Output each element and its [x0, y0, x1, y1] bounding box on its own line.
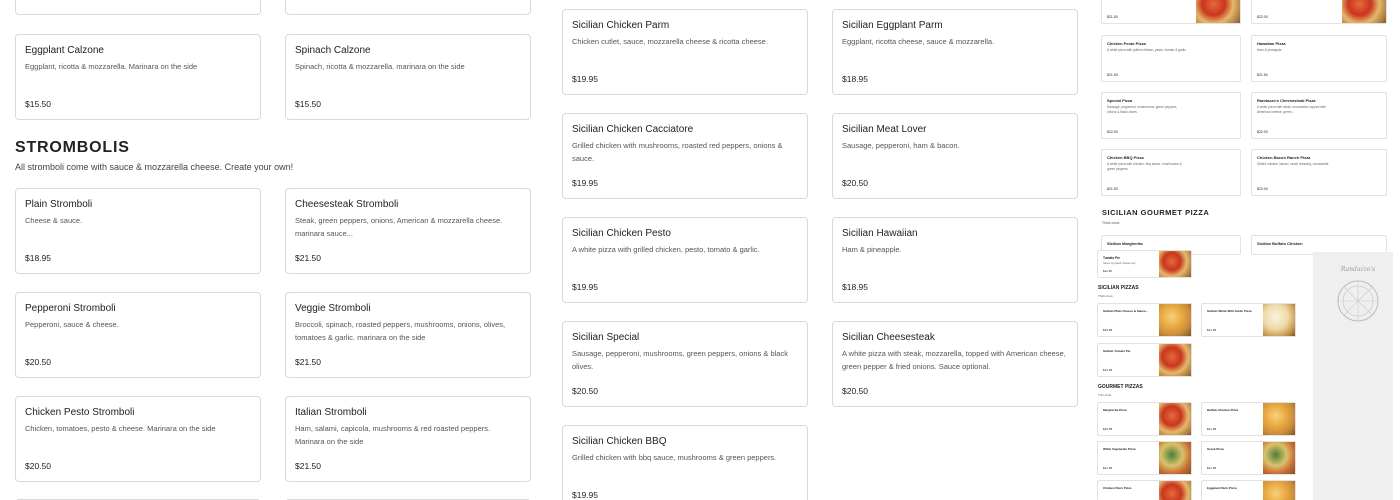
- mini-price: $12.95: [1103, 368, 1113, 372]
- preview-desc: Grilled chicken, bacon, ranch dressing, mozzarella.: [1257, 162, 1330, 166]
- mini-preview-card[interactable]: [1097, 343, 1192, 377]
- item-description: A white pizza with grilled chicken, pesto, tomato & garlic.: [572, 245, 760, 254]
- mini-name: White Vegetarian Pizza: [1103, 447, 1136, 451]
- mini-name: Buffalo Chicken Pizza: [1207, 408, 1239, 412]
- preview-card[interactable]: [1101, 35, 1241, 82]
- menu-item-card[interactable]: [832, 9, 1078, 95]
- mini-section-title: GOURMET PIZZAS: [1098, 384, 1143, 390]
- menu-item-card[interactable]: [285, 0, 531, 15]
- preview-name: Hawaiian Pizza: [1257, 41, 1286, 46]
- item-description: Pepperoni, sauce & cheese.: [25, 320, 119, 329]
- menu-item-card[interactable]: [562, 113, 808, 199]
- item-price: $20.50: [842, 386, 868, 396]
- mini-preview-card[interactable]: [1097, 480, 1192, 500]
- item-price: $19.95: [572, 282, 598, 292]
- item-description: Eggplant, ricotta & mozzarella. Marinara on the side: [25, 62, 198, 71]
- item-description: Cheese & sauce.: [25, 216, 83, 225]
- item-name: Sicilian Chicken Cacciatore: [572, 124, 694, 135]
- item-price: $21.50: [295, 253, 321, 263]
- mini-preview-card[interactable]: [1097, 441, 1192, 475]
- preview-price: $21.50: [1257, 73, 1268, 77]
- menu-item-card[interactable]: [832, 217, 1078, 303]
- mini-preview-card[interactable]: [1097, 303, 1192, 337]
- menu-item-card[interactable]: [285, 188, 531, 274]
- preview-price: $22.00: [1257, 15, 1268, 19]
- preview-desc: A white pizza with grilled chicken, pesto, tomato & garlic.: [1107, 48, 1187, 52]
- mini-name: Chicken Parm Pizza: [1103, 486, 1132, 490]
- preview-card[interactable]: [1251, 35, 1387, 82]
- menu-item-card[interactable]: [562, 217, 808, 303]
- mini-preview-card[interactable]: [1201, 402, 1296, 436]
- menu-item-card[interactable]: [562, 9, 808, 95]
- preview-desc: Ham & pineapple.: [1257, 48, 1283, 52]
- item-description: Chicken cutlet, sauce, mozzarella cheese & ricotta cheese.: [572, 37, 768, 46]
- item-price: $21.50: [295, 461, 321, 471]
- pizza-image: [1159, 442, 1191, 474]
- item-name: Eggplant Calzone: [25, 45, 104, 56]
- item-name: Chicken Pesto Stromboli: [25, 407, 135, 418]
- preview-desc: A white pizza with steak, mozzarella, topped with American cheese, green...: [1257, 105, 1326, 114]
- preview-price: $22.00: [1257, 130, 1268, 134]
- item-description: Spinach, ricotta & mozzarella. marinara on the side: [295, 62, 465, 71]
- item-price: $19.95: [572, 74, 598, 84]
- menu-preview-panel: [1097, 0, 1393, 500]
- preview-card[interactable]: [1251, 92, 1387, 139]
- menu-item-card[interactable]: [832, 113, 1078, 199]
- preview-price: $22.00: [1257, 187, 1268, 191]
- mini-price: $21.95: [1207, 328, 1217, 332]
- item-price: $15.50: [295, 99, 321, 109]
- item-description: Sausage, pepperoni, mushrooms, green peppers, onions & black olives.: [572, 349, 788, 371]
- preview-price: $22.00: [1107, 130, 1118, 134]
- pizza-image: [1342, 0, 1386, 23]
- item-name: Sicilian Cheesesteak: [842, 332, 935, 343]
- menu-item-card[interactable]: [562, 321, 808, 407]
- menu-item-card[interactable]: [285, 396, 531, 482]
- item-description: Grilled chicken with mushrooms, roasted red peppers, onions & sauce.: [572, 141, 783, 163]
- preview-desc: Sausage, pepperoni, mushrooms, green peppers, onions & black olives.: [1107, 105, 1178, 114]
- mini-name: Sicilian Plain Cheese & Sauce...: [1103, 309, 1149, 313]
- preview-card[interactable]: [1101, 92, 1241, 139]
- item-name: Pepperoni Stromboli: [25, 303, 116, 314]
- preview-name: Chicken Bacon Ranch Pizza: [1257, 155, 1311, 160]
- mini-preview-card[interactable]: [1097, 402, 1192, 436]
- item-price: $15.50: [25, 99, 51, 109]
- mini-name: Tomato Pie: [1103, 256, 1120, 260]
- item-price: $20.50: [25, 357, 51, 367]
- pizza-image: [1263, 304, 1295, 336]
- menu-item-card[interactable]: [15, 0, 261, 15]
- menu-item-card[interactable]: [285, 292, 531, 378]
- preview-card[interactable]: [1101, 149, 1241, 196]
- mini-name: Greek Pizza: [1207, 447, 1224, 451]
- mini-price: $21.95: [1207, 427, 1217, 431]
- preview-card[interactable]: [1251, 149, 1387, 196]
- mini-name: Sicilian White With Garlic Pizza: [1207, 309, 1252, 313]
- menu-item-card[interactable]: [15, 292, 261, 378]
- mini-price: $16.95: [1103, 427, 1113, 431]
- item-name: Plain Stromboli: [25, 199, 93, 210]
- item-name: Sicilian Chicken BBQ: [572, 436, 667, 447]
- item-name: Sicilian Hawaiian: [842, 228, 918, 239]
- item-name: Sicilian Chicken Parm: [572, 20, 670, 31]
- item-description: Broccoli, spinach, roasted peppers, mushrooms, onions, olives, tomatoes & garlic. marinara on the side: [295, 320, 506, 342]
- mini-name: Eggplant Parm Pizza: [1207, 486, 1237, 490]
- item-name: Veggie Stromboli: [295, 303, 371, 314]
- pizza-image: [1159, 403, 1191, 435]
- item-price: $19.95: [572, 178, 598, 188]
- item-price: $19.95: [572, 490, 598, 500]
- menu-item-card[interactable]: [15, 34, 261, 120]
- item-name: Sicilian Eggplant Parm: [842, 20, 943, 31]
- item-price: $20.50: [572, 386, 598, 396]
- mini-price: $21.95: [1103, 466, 1113, 470]
- item-price: $20.50: [842, 178, 868, 188]
- pizza-image: [1159, 344, 1191, 376]
- preview-name: Chicken Pesto Pizza: [1107, 41, 1146, 46]
- pizza-image: [1263, 442, 1295, 474]
- preview-price: $21.50: [1107, 73, 1118, 77]
- mini-preview-card[interactable]: [1201, 303, 1296, 337]
- item-price: $20.50: [25, 461, 51, 471]
- preview-name: Randazzo's Cheesesteak Pizza: [1257, 98, 1316, 103]
- item-description: Ham, salami, capicola, mushrooms & red roasted peppers. Marinara on the side: [295, 424, 491, 446]
- mini-name: Margherita Pizza: [1103, 408, 1127, 412]
- item-name: Cheesesteak Stromboli: [295, 199, 399, 210]
- mini-section-subtitle: Thick crust.: [1098, 294, 1114, 298]
- item-price: $21.50: [295, 357, 321, 367]
- mini-name: Sicilian Tomato Pie: [1103, 349, 1131, 353]
- preview-card[interactable]: [1251, 0, 1387, 24]
- item-name: Spinach Calzone: [295, 45, 371, 56]
- mini-preview-card[interactable]: [1201, 441, 1296, 475]
- pizza-image: [1263, 481, 1295, 500]
- preview-price: $21.50: [1107, 187, 1118, 191]
- pizza-image: [1159, 481, 1191, 500]
- pizza-image: [1196, 0, 1240, 23]
- preview-card[interactable]: [1101, 0, 1241, 24]
- mini-preview-card[interactable]: [1201, 480, 1296, 500]
- logo-text: Randazzo's: [1340, 266, 1376, 273]
- menu-item-card[interactable]: [832, 321, 1078, 407]
- item-name: Sicilian Special: [572, 332, 640, 343]
- mini-preview-card[interactable]: [1097, 250, 1192, 278]
- mini-price: $16.95: [1103, 328, 1113, 332]
- menu-item-card[interactable]: [285, 34, 531, 120]
- item-description: Sausage, pepperoni, ham & bacon.: [842, 141, 960, 150]
- mini-desc: Sauce & grated cheese only.: [1103, 262, 1136, 265]
- section-subtitle: All stromboli come with sauce & mozzarella cheese. Create your own!: [15, 162, 294, 172]
- menu-item-card[interactable]: [562, 425, 808, 500]
- preview-section-subtitle: Thick crust.: [1102, 221, 1120, 225]
- item-price: $18.95: [842, 282, 868, 292]
- item-description: Steak, green peppers, onions, American & mozzarella cheese. marinara sauce...: [295, 216, 503, 238]
- preview-name: Sicilian Buffalo Chicken: [1257, 241, 1303, 246]
- preview-desc: A white pizza with chicken, bbq sauce, mushrooms & green peppers.: [1107, 162, 1182, 171]
- item-description: Eggplant, ricotta cheese, sauce & mozzarella.: [842, 37, 995, 46]
- mini-price: $21.95: [1207, 466, 1217, 470]
- preview-name: Chicken BBQ Pizza: [1107, 155, 1144, 160]
- section-title: STROMBOLIS: [15, 139, 130, 156]
- pizza-image: [1159, 251, 1191, 277]
- mini-price: $11.95: [1103, 269, 1112, 273]
- pizza-image: [1159, 304, 1191, 336]
- menu-item-card[interactable]: [15, 396, 261, 482]
- item-description: A white pizza with steak, mozzarella, topped with American cheese, green pepper & fried onions. Sauce optional.: [842, 349, 1066, 371]
- preview-section-title: SICILIAN GOURMET PIZZA: [1102, 208, 1210, 217]
- item-description: Ham & pineapple.: [842, 245, 902, 254]
- menu-item-card[interactable]: [15, 188, 261, 274]
- item-price: $18.95: [842, 74, 868, 84]
- preview-name: Special Pizza: [1107, 98, 1133, 103]
- mini-section-title: SICILIAN PIZZAS: [1098, 285, 1139, 291]
- mini-section-subtitle: Thin crust.: [1098, 393, 1113, 397]
- pizza-image: [1263, 403, 1295, 435]
- preview-name: Sicilian Margherita: [1107, 241, 1143, 246]
- item-name: Italian Stromboli: [295, 407, 367, 418]
- item-name: Sicilian Meat Lover: [842, 124, 927, 135]
- item-price: $18.95: [25, 253, 51, 263]
- item-name: Sicilian Chicken Pesto: [572, 228, 671, 239]
- preview-price: $21.50: [1107, 15, 1118, 19]
- item-description: Grilled chicken with bbq sauce, mushrooms & green peppers.: [572, 453, 777, 462]
- item-description: Chicken, tomatoes, pesto & cheese. Marinara on the side: [25, 424, 216, 433]
- pizza-shop-logo-icon: [1327, 265, 1389, 327]
